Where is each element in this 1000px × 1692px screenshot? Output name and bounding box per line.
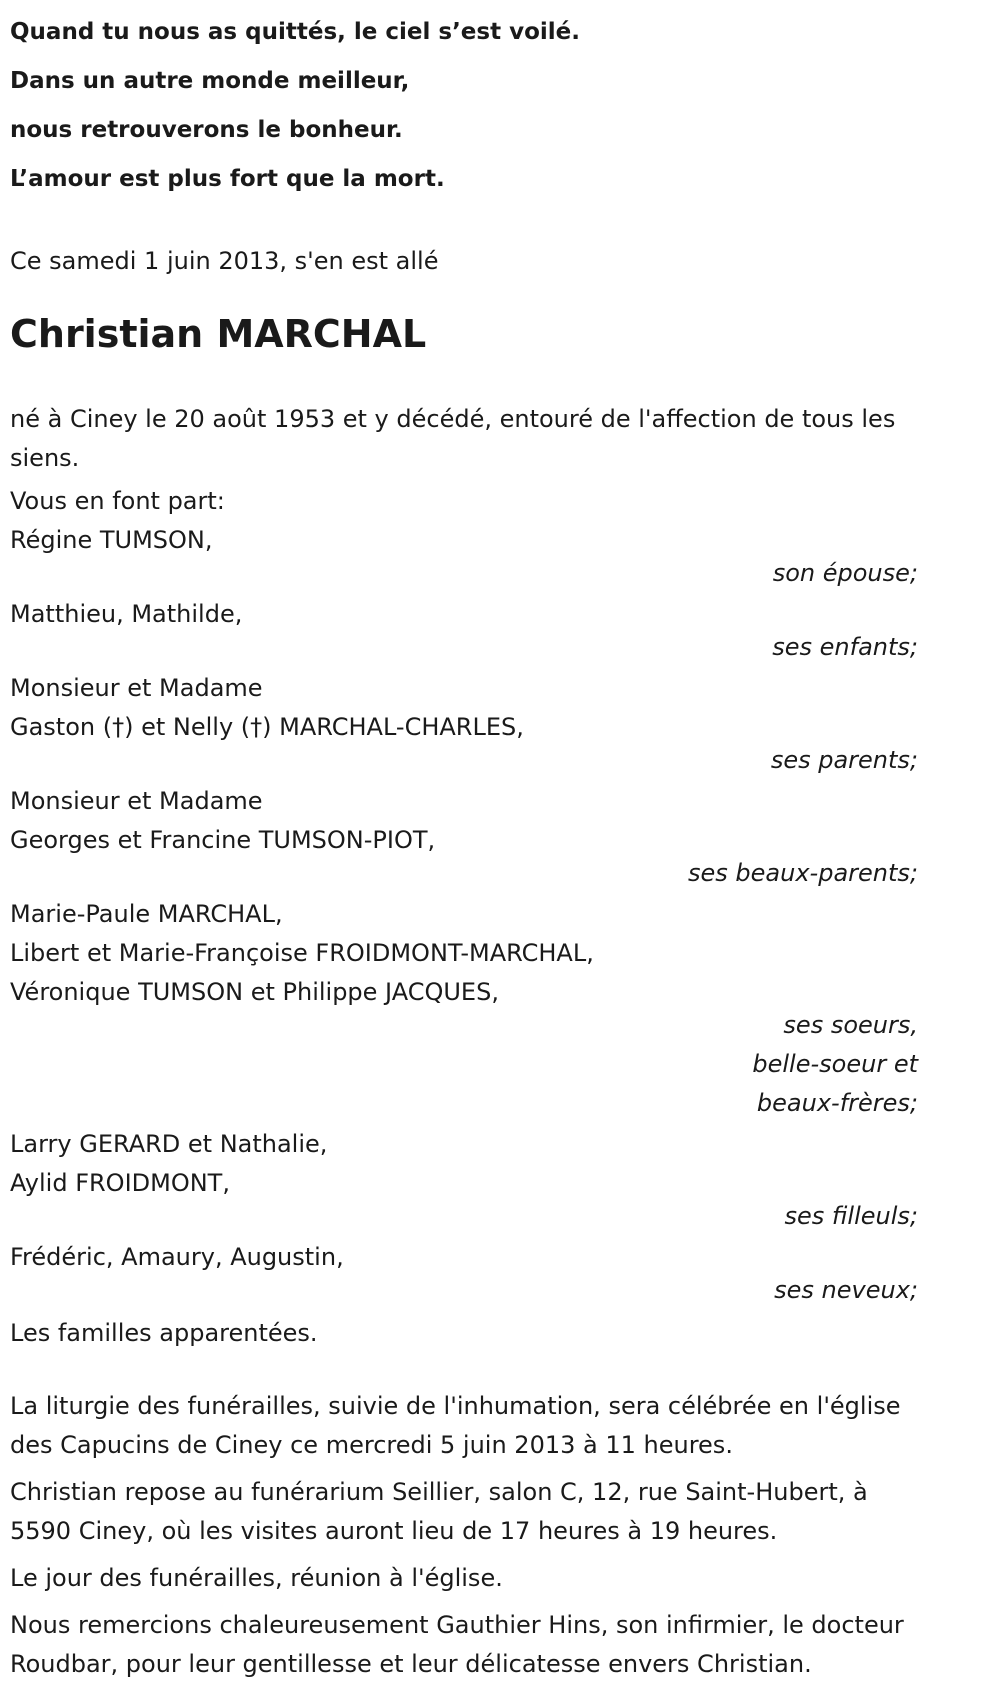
relation-label: belle-soeur et [752, 1050, 918, 1078]
relative-name: Larry GERARD et Nathalie, [10, 1130, 328, 1158]
poem-line: L’amour est plus fort que la mort. [10, 166, 445, 192]
relation-label: ses soeurs, [783, 1011, 918, 1039]
funeral-day-text: Le jour des funérailles, réunion à l'église. [10, 1564, 503, 1592]
poem-line: nous retrouverons le bonheur. [10, 117, 403, 143]
relative-group [10, 782, 918, 893]
relative-name: Marie-Paule MARCHAL, [10, 900, 283, 928]
rest-text: Christian repose au funérarium Seillier, salon C, 12, rue Saint-Hubert, à 5590 Ciney, où les visites auront lieu de 17 heures à 19 heures. [10, 1478, 868, 1545]
relative-group [10, 1238, 918, 1310]
relative-name: Matthieu, Mathilde, [10, 600, 243, 628]
relative-group [10, 521, 918, 593]
relation-label: ses neveux; [774, 1276, 918, 1304]
relative-name: Aylid FROIDMONT, [10, 1169, 230, 1197]
relative-group [10, 1125, 918, 1236]
deceased-name: Christian MARCHAL [10, 312, 427, 356]
relative-group [10, 669, 918, 780]
relative-name: Véronique TUMSON et Philippe JACQUES, [10, 978, 499, 1006]
relative-name: Libert et Marie-Françoise FROIDMONT-MARCHAL, [10, 939, 594, 967]
relative-group [10, 895, 918, 1123]
poem [10, 8, 918, 204]
thanks-text: Nous remercions chaleureusement Gauthier Hins, son infirmier, le docteur Roudbar, pour leur gentillesse et leur délicatesse envers Christian. [10, 1611, 904, 1678]
relation-label: ses parents; [770, 746, 918, 774]
relative-group [10, 595, 918, 667]
relation-label: beaux-frères; [756, 1089, 918, 1117]
relation-label: ses filleuls; [784, 1202, 918, 1230]
announce-text: Vous en font part: [10, 487, 225, 515]
relative-name: Georges et Francine TUMSON-PIOT, [10, 826, 436, 854]
birth-text: né à Ciney le 20 août 1953 et y décédé, entouré de l'affection de tous les siens. [10, 405, 896, 472]
relatives-list [10, 521, 918, 1310]
relative-name: Monsieur et Madame [10, 674, 263, 702]
poem-line: Quand tu nous as quittés, le ciel s’est voilé. [10, 19, 580, 45]
relative-name: Régine TUMSON, [10, 526, 213, 554]
relative-name: Gaston (†) et Nelly (†) MARCHAL-CHARLES, [10, 713, 524, 741]
poem-line: Dans un autre monde meilleur, [10, 68, 410, 94]
relative-name: Monsieur et Madame [10, 787, 263, 815]
families-text: Les familles apparentées. [10, 1319, 318, 1347]
relation-label: ses beaux-parents; [688, 859, 918, 887]
relation-label: son épouse; [772, 559, 918, 587]
relative-name: Frédéric, Amaury, Augustin, [10, 1243, 344, 1271]
liturgy-text: La liturgie des funérailles, suivie de l'inhumation, sera célébrée en l'église des Capucins de Ciney ce mercredi 5 juin 2013 à 11 heures. [10, 1392, 901, 1459]
relation-label: ses enfants; [772, 633, 918, 661]
intro-text: Ce samedi 1 juin 2013, s'en est allé [10, 247, 439, 275]
